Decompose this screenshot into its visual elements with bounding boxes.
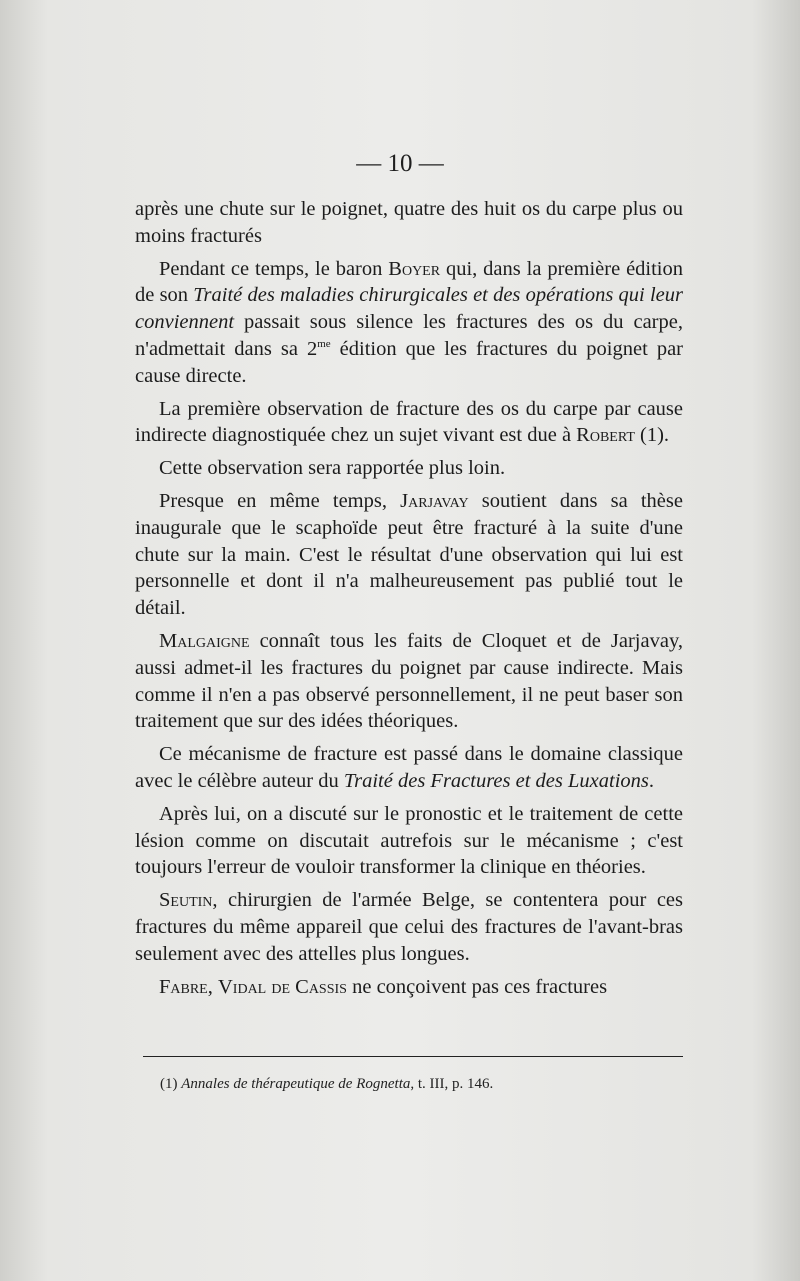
- paragraph-1: [135, 196, 683, 250]
- text-run: édition que les fractures du poignet par cause directe.: [135, 337, 683, 387]
- paragraph-7: [135, 741, 683, 795]
- paragraph-8: [135, 801, 683, 881]
- text-run: soutient dans sa thèse inaugurale que le scaphoïde peut être fracturé à la suite d'une chute sur la main. C'est le résultat d'une observation qui lui est personnelle et dont il n'a malheureusement pas publié tout le détail.: [135, 489, 683, 620]
- superscript: me: [317, 338, 331, 351]
- work-title: Traité des maladies chirurgicales et des opérations qui leur conviennent: [135, 284, 683, 334]
- text-run: qui, dans la première édition de son: [135, 257, 684, 307]
- text-run: .: [648, 769, 655, 792]
- body-text: [135, 196, 683, 1006]
- text-run: passait sous silence les fractures des os du carpe, n'admettait dans sa 2: [135, 311, 683, 360]
- paragraph-10: [135, 974, 683, 1001]
- footnote-ref-detail: , t. III, p. 146.: [410, 1076, 494, 1092]
- paragraph-2: [135, 256, 683, 390]
- paragraph-4: [135, 455, 683, 482]
- author-name: Boyer: [388, 257, 441, 280]
- text-run: Pendant ce temps, le baron: [159, 257, 389, 280]
- author-name: Vidal de Cassis: [218, 975, 347, 998]
- footnote-title: Annales de thérapeutique de Rognetta: [181, 1076, 411, 1092]
- paragraph-5: [135, 488, 683, 622]
- text-run: Cette observation sera rapportée plus loin.: [159, 457, 506, 480]
- author-name: Malgaigne: [159, 629, 250, 652]
- text-run: Ce mécanisme de fracture est passé dans le domaine classique avec le célèbre auteur du: [135, 743, 683, 792]
- footnote-ref: (1).: [634, 424, 670, 447]
- author-name: Seutin: [159, 889, 213, 912]
- author-name: Robert: [576, 424, 635, 447]
- paragraph-3: [135, 396, 683, 450]
- text-run: ne conçoivent pas ces fractures: [346, 975, 608, 998]
- text-run: , chirurgien de l'armée Belge, se contentera pour ces fractures du même appareil que celui des fractures de l'avant-bras seulement avec des attelles plus longues.: [135, 889, 683, 965]
- text-run: ,: [207, 975, 218, 998]
- footnote-divider: [143, 1056, 683, 1057]
- text-run: La première observation de fracture des os du carpe par cause indirecte diagnostiquée chez un sujet vivant est due à: [135, 397, 683, 447]
- text-run: Presque en même temps,: [159, 489, 401, 512]
- page-number: — 10 —: [356, 150, 444, 177]
- author-name: Jarjavay: [400, 489, 469, 512]
- text-run: Après lui, on a discuté sur le pronostic et le traitement de cette lésion comme on discutait autrefois sur le mécanisme ; c'est toujours l'erreur de vouloir transformer la clinique en théories.: [135, 802, 683, 879]
- footnote-marker: (1): [160, 1076, 182, 1092]
- work-title: Traité des Fractures et des Luxations: [343, 769, 649, 792]
- text-run: après une chute sur le poignet, quatre des huit os du carpe plus ou moins fracturés: [135, 198, 683, 247]
- paragraph-9: [135, 887, 683, 967]
- author-name: Fabre: [159, 975, 208, 998]
- paragraph-6: [135, 628, 683, 735]
- footnote: [160, 1076, 680, 1093]
- text-run: connaît tous les faits de Cloquet et de Jarjavay, aussi admet-il les fractures du poignet par cause indirecte. Mais comme il n'en a pas observé personnellement, il ne peut baser son traitement que sur des idées théoriques.: [135, 629, 683, 733]
